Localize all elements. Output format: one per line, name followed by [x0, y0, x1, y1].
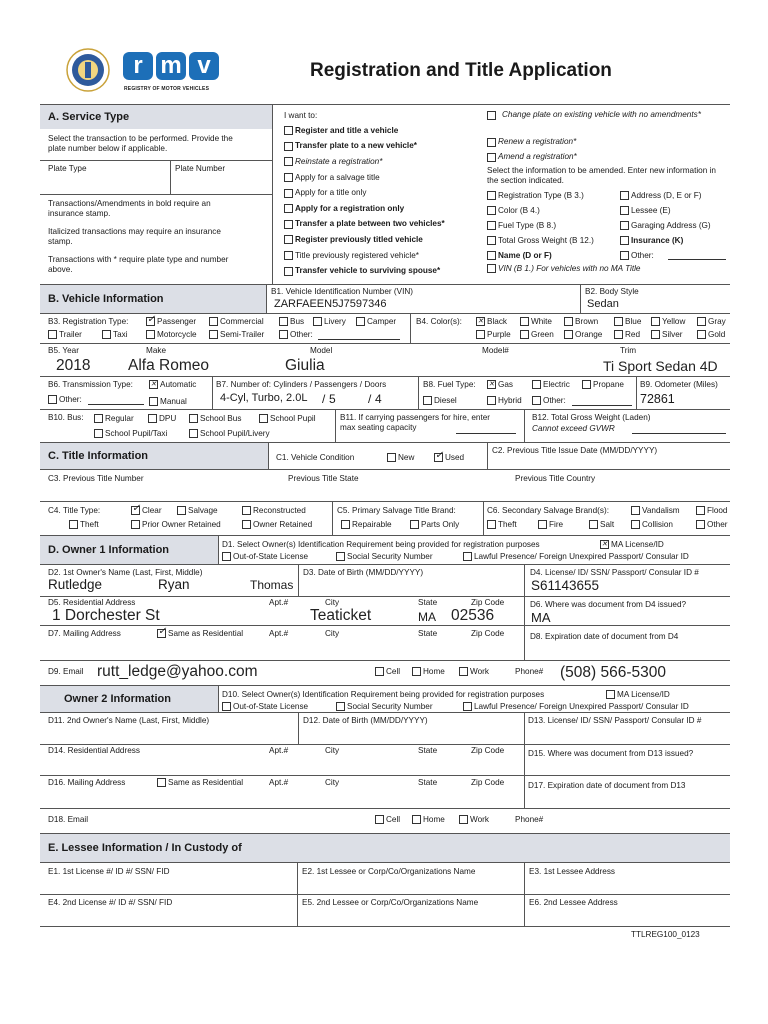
bus-regular[interactable]: Regular — [94, 414, 134, 423]
res-state-value[interactable]: MA — [418, 610, 436, 624]
form-code: TTLREG100_0123 — [631, 930, 700, 939]
o2-id-out-of-state[interactable]: Out-of-State License — [222, 702, 308, 711]
trim-value[interactable]: Ti Sport Sedan 4D — [603, 358, 718, 374]
odometer-value[interactable]: 72861 — [640, 392, 675, 406]
title-reconstructed[interactable]: Reconstructed — [242, 506, 306, 515]
plate-number-label: Plate Number — [175, 164, 226, 173]
slash-1: / — [322, 392, 326, 406]
doc-issued-value[interactable]: MA — [531, 610, 551, 625]
passengers-value[interactable]: 5 — [329, 392, 336, 406]
option-registration-only[interactable]: Apply for a registration only — [284, 201, 484, 217]
reg-motorcycle[interactable]: Motorcycle — [146, 330, 197, 339]
vin-value[interactable]: ZARFAEEN5J7597346 — [274, 298, 387, 310]
section-e-title: E. Lessee Information / In Custody of — [48, 842, 242, 854]
body-style-value[interactable]: Sedan — [587, 298, 619, 310]
plate-required-note: Transactions with * require plate type and number above. — [48, 255, 229, 274]
owner2-doc-exp-label: D17. Expiration date of document from D13 — [528, 781, 686, 790]
reg-trailer[interactable]: Trailer — [48, 330, 82, 339]
brand-salt[interactable]: Salt — [589, 520, 614, 529]
owner1-first[interactable]: Ryan — [158, 577, 190, 592]
o2-phone-work[interactable]: Work — [459, 815, 489, 824]
page-title: Registration and Title Application — [310, 60, 612, 81]
o2-mail-state: State — [418, 778, 438, 787]
owner1-license-value[interactable]: S61143655 — [531, 578, 600, 593]
brand-fire[interactable]: Fire — [538, 520, 563, 529]
amend-name[interactable]: Name (D or F) — [487, 251, 552, 260]
res-zip-value[interactable]: 02536 — [451, 607, 495, 624]
fuel-electric[interactable]: Electric — [532, 380, 570, 389]
slash-2: / — [368, 392, 372, 406]
phone-home[interactable]: Home — [412, 667, 445, 676]
model-value[interactable]: Giulia — [285, 357, 325, 374]
prev-title-number-label: C3. Previous Title Number — [48, 474, 144, 483]
email-value[interactable]: rutt_ledge@yahoo.com — [97, 663, 258, 680]
o2-same-as-residential[interactable]: Same as Residential — [157, 778, 243, 787]
body-style-label: B2. Body Style — [585, 287, 639, 296]
o2-res-state: State — [418, 746, 438, 755]
option-transfer-plate-new[interactable]: Transfer plate to a new vehicle* — [284, 139, 484, 155]
make-value[interactable]: Alfa Romeo — [128, 357, 209, 374]
reg-camper[interactable]: Camper — [356, 317, 396, 326]
owner2-doc-issued-label: D15. Where was document from D13 issued? — [528, 749, 694, 758]
amend-insurance[interactable]: Insurance (K) — [620, 236, 683, 245]
o2-phone-cell[interactable]: Cell — [375, 815, 400, 824]
amend-other[interactable]: Other: — [620, 251, 654, 260]
modelnum-label: Model# — [482, 346, 509, 355]
o2-phone-home[interactable]: Home — [412, 815, 445, 824]
reg-livery[interactable]: Livery — [313, 317, 346, 326]
phone-label: Phone# — [515, 667, 544, 676]
phone-work[interactable]: Work — [459, 667, 489, 676]
trans-other[interactable]: Other: — [48, 395, 82, 404]
plate-type-label: Plate Type — [48, 164, 87, 173]
service-options-left — [284, 123, 484, 279]
brand-other[interactable]: Other — [696, 520, 727, 529]
color-label: B4. Color(s): — [416, 317, 462, 326]
o2-id-lawful-presence[interactable]: Lawful Presence/ Foreign Unexpired Passport/ Consular ID — [463, 702, 689, 711]
seating-label: B11. If carrying passengers for hire, enter max seating capacity — [340, 413, 491, 432]
amend-garaging[interactable]: Garaging Address (G) — [620, 221, 711, 230]
bus-dpu[interactable]: DPU — [148, 414, 176, 423]
color-white[interactable]: White — [520, 317, 552, 326]
title-clear[interactable]: ✓ Clear — [131, 506, 162, 515]
lessee2-license-label: E4. 2nd License #/ ID #/ SSN/ FID — [48, 898, 173, 907]
rmv-logo — [123, 52, 219, 80]
brand-theft[interactable]: Theft — [487, 520, 517, 529]
title-type-label: C4. Title Type: — [48, 506, 101, 515]
o2-mail-apt: Apt.# — [269, 778, 289, 787]
reg-bus[interactable]: Bus — [279, 317, 304, 326]
option-salvage-title[interactable]: Apply for a salvage title — [284, 170, 484, 186]
section-c-title: C. Title Information — [48, 450, 149, 462]
insurance-note-bold: Transactions/Amendments in bold require an insurance stamp. — [48, 199, 211, 218]
secondary-brand-label: C6. Secondary Salvage Brand(s): — [487, 506, 609, 515]
o2-res-city: City — [325, 746, 340, 755]
o2-res-zip: Zip Code — [471, 746, 505, 755]
logo-letter-r: r — [123, 52, 153, 80]
section-e-header — [40, 834, 730, 862]
option-register-title[interactable]: Register and title a vehicle — [284, 123, 484, 139]
change-plate-label: Change plate on existing vehicle with no amendments* — [502, 110, 701, 119]
color-gray[interactable]: Gray — [697, 317, 726, 326]
color-red[interactable]: Red — [614, 330, 640, 339]
res-zip-label: Zip Code — [471, 598, 505, 607]
reg-passenger[interactable]: ✓ Passenger — [146, 317, 196, 326]
o2-mail-city: City — [325, 778, 340, 787]
res-address-label: D5. Residential Address — [48, 598, 136, 607]
amend-vin[interactable]: VIN (B 1.) For vehicles with no MA Title — [487, 264, 641, 273]
owner2-license-label: D13. License/ ID/ SSN/ Passport/ Consular ID # — [528, 716, 702, 725]
section-b-header — [40, 285, 266, 313]
prev-title-country-label: Previous Title Country — [515, 474, 596, 483]
section-a-header — [40, 105, 272, 129]
fuel-gas[interactable]: ✕ Gas — [487, 380, 513, 389]
owner1-license-label: D4. License/ ID/ SSN/ Passport/ Consular ID # — [530, 568, 699, 577]
condition-label: C1. Vehicle Condition — [276, 453, 355, 462]
color-gold[interactable]: Gold — [697, 330, 725, 339]
section-c-header — [40, 443, 268, 469]
make-label: Make — [146, 346, 167, 355]
phone-value[interactable]: (508) 566-5300 — [560, 664, 666, 681]
trans-manual[interactable]: Manual — [149, 397, 187, 406]
gross-weight-label: B12. Total Gross Weight (Laden) — [532, 413, 651, 422]
cylinders-label: B7. Number of: Cylinders / Passengers / Doors — [216, 380, 387, 389]
color-silver[interactable]: Silver — [651, 330, 682, 339]
amend-lessee[interactable]: Lessee (E) — [620, 206, 671, 215]
lessee1-address-label: E3. 1st Lessee Address — [529, 867, 616, 876]
res-city-value[interactable]: Teaticket — [310, 607, 372, 624]
cylinders-value[interactable]: 4-Cyl, Turbo, 2.0L — [220, 392, 308, 404]
owner2-header — [40, 686, 218, 712]
res-apt-label: Apt.# — [269, 598, 289, 607]
fuel-propane[interactable]: Propane — [582, 380, 624, 389]
amend-color[interactable]: Color (B 4.) — [487, 206, 540, 215]
section-d-title: D. Owner 1 Information — [48, 544, 170, 556]
brand-vandalism[interactable]: Vandalism — [631, 506, 680, 515]
reg-commercial[interactable]: Commercial — [209, 317, 264, 326]
id-ma-license[interactable]: ✕ MA License/ID — [600, 540, 664, 549]
doors-value[interactable]: 4 — [375, 392, 382, 406]
lessee1-name-label: E2. 1st Lessee or Corp/Co/Organizations Name — [302, 867, 476, 876]
option-title-prev-registered[interactable]: Title previously registered vehicle* — [284, 248, 484, 264]
doc-issued-label: D6. Where was document from D4 issued? — [530, 600, 687, 609]
lessee1-license-label: E1. 1st License #/ ID #/ SSN/ FID — [48, 867, 170, 876]
owner2-id-req-label: D10. Select Owner(s) Identification Requirement being provided for registration purposes — [222, 690, 545, 699]
owner1-dob-label: D3. Date of Birth (MM/DD/YYYY) — [303, 568, 424, 577]
doc-expiration-label: D8. Expiration date of document from D4 — [530, 632, 679, 641]
reg-other[interactable]: Other: — [279, 330, 313, 339]
mail-apt-label: Apt.# — [269, 629, 289, 638]
fuel-other[interactable]: Other: — [532, 396, 566, 405]
year-label: B5. Year — [48, 346, 79, 355]
color-orange[interactable]: Orange — [564, 330, 602, 339]
owner2-res-label: D14. Residential Address — [48, 746, 140, 755]
color-blue[interactable]: Blue — [614, 317, 641, 326]
trim-label: Trim — [620, 346, 637, 355]
color-brown[interactable]: Brown — [564, 317, 598, 326]
res-street-value[interactable]: 1 Dorchester St — [52, 607, 160, 624]
title-owner-retained[interactable]: Owner Retained — [242, 520, 312, 529]
option-reinstate[interactable]: Reinstate a registration* — [284, 154, 484, 170]
owner2-email-label: D18. Email — [48, 815, 89, 824]
color-purple[interactable]: Purple — [476, 330, 511, 339]
trans-automatic[interactable]: ✕ Automatic — [149, 380, 196, 389]
gross-weight-note: Cannot exceed GVWR — [532, 424, 615, 433]
logo-letter-m: m — [156, 52, 186, 80]
insurance-note-italic: Italicized transactions may require an insurance stamp. — [48, 227, 221, 246]
logo-letter-v: v — [189, 52, 219, 80]
fuel-diesel[interactable]: Diesel — [423, 396, 457, 405]
id-lawful-presence[interactable]: Lawful Presence/ Foreign Unexpired Passport/ Consular ID — [463, 552, 689, 561]
phone-cell[interactable]: Cell — [375, 667, 400, 676]
same-as-residential[interactable]: ✓ Same as Residential — [157, 629, 243, 638]
lessee2-address-label: E6. 2nd Lessee Address — [529, 898, 618, 907]
fuel-hybrid[interactable]: Hybrid — [487, 396, 522, 405]
bus-pupil-taxi[interactable]: School Pupil/Taxi — [94, 429, 167, 438]
owner2-mailing-label: D16. Mailing Address — [48, 778, 126, 787]
model-label: Model — [310, 346, 333, 355]
primary-brand-label: C5. Primary Salvage Title Brand: — [337, 506, 456, 515]
amend-address[interactable]: Address (D, E or F) — [620, 191, 702, 200]
prev-title-date-label: C2. Previous Title Issue Date (MM/DD/YYYY) — [492, 446, 658, 455]
bus-school[interactable]: School Bus — [189, 414, 241, 423]
owner-id-req-label: D1. Select Owner(s) Identification Requirement being provided for registration purposes — [222, 540, 540, 549]
id-ssn[interactable]: Social Security Number — [336, 552, 433, 561]
email-label: D9. Email — [48, 667, 84, 676]
amend-weight[interactable]: Total Gross Weight (B 12.) — [487, 236, 594, 245]
id-out-of-state[interactable]: Out-of-State License — [222, 552, 308, 561]
title-prior-owner[interactable]: Prior Owner Retained — [131, 520, 221, 529]
mailing-label: D7. Mailing Address — [48, 629, 121, 638]
color-yellow[interactable]: Yellow — [651, 317, 685, 326]
reg-type-label: B3. Registration Type: — [48, 317, 129, 326]
title-salvage[interactable]: Salvage — [177, 506, 218, 515]
brand-collision[interactable]: Collision — [631, 520, 673, 529]
service-instructions: Select the transaction to be performed. Provide the plate number below if applicable. — [48, 134, 233, 153]
mail-zip-label: Zip Code — [471, 629, 505, 638]
condition-used[interactable]: ✓ Used — [434, 453, 464, 462]
option-transfer-between[interactable]: Transfer a plate between two vehicles* — [284, 217, 484, 233]
owner2-name-label: D11. 2nd Owner's Name (Last, First, Middle) — [48, 716, 210, 725]
owner1-name-label: D2. 1st Owner's Name (Last, First, Middle) — [48, 568, 203, 577]
owner2-title: Owner 2 Information — [64, 693, 171, 705]
amend-reg-type[interactable]: Registration Type (B 3.) — [487, 191, 584, 200]
i-want-to-label: I want to: — [284, 111, 318, 120]
o2-phone-label: Phone# — [515, 815, 544, 824]
condition-new[interactable]: New — [387, 453, 414, 462]
transmission-label: B6. Transmission Type: — [48, 380, 133, 389]
fuel-label: B8. Fuel Type: — [423, 380, 476, 389]
vin-label: B1. Vehicle Identification Number (VIN) — [271, 287, 413, 296]
color-black[interactable]: ✕ Black — [476, 317, 507, 326]
year-value[interactable]: 2018 — [56, 357, 91, 374]
o2-id-ssn[interactable]: Social Security Number — [336, 702, 433, 711]
lessee2-name-label: E5. 2nd Lessee or Corp/Co/Organizations Name — [302, 898, 479, 907]
mail-city-label: City — [325, 629, 340, 638]
ma-seal-icon — [66, 48, 110, 92]
change-plate-checkbox[interactable] — [487, 111, 496, 120]
logo-caption: REGISTRY OF MOTOR VEHICLES — [124, 86, 210, 92]
owner2-dob-label: D12. Date of Birth (MM/DD/YYYY) — [303, 716, 428, 725]
mail-state-label: State — [418, 629, 438, 638]
bus-pupil-livery[interactable]: School Pupil/Livery — [189, 429, 270, 438]
owner1-middle[interactable]: Thomas — [250, 578, 294, 592]
section-d-header — [40, 536, 218, 564]
reg-taxi[interactable]: Taxi — [102, 330, 128, 339]
section-b-title: B. Vehicle Information — [48, 293, 164, 305]
renew-option[interactable]: Renew a registration* — [487, 137, 576, 147]
option-register-prev-titled[interactable]: Register previously titled vehicle — [284, 232, 484, 248]
title-theft[interactable]: Theft — [69, 520, 99, 529]
option-surviving-spouse[interactable]: Transfer vehicle to surviving spouse* — [284, 263, 484, 279]
o2-id-ma-license[interactable]: MA License/ID — [606, 690, 670, 699]
color-green[interactable]: Green — [520, 330, 554, 339]
section-a-title: A. Service Type — [48, 111, 130, 123]
amend-fuel[interactable]: Fuel Type (B 8.) — [487, 221, 556, 230]
brand-repairable[interactable]: Repairable — [341, 520, 392, 529]
option-title-only[interactable]: Apply for a title only — [284, 185, 484, 201]
owner1-last[interactable]: Rutledge — [48, 577, 103, 592]
bus-label: B10. Bus: — [48, 413, 84, 422]
res-city-label: City — [325, 598, 340, 607]
amend-option[interactable]: Amend a registration* — [487, 152, 577, 162]
o2-mail-zip: Zip Code — [471, 778, 505, 787]
brand-parts-only[interactable]: Parts Only — [410, 520, 459, 529]
reg-semi-trailer[interactable]: Semi-Trailer — [209, 330, 264, 339]
res-state-label: State — [418, 598, 438, 607]
prev-title-state-label: Previous Title State — [288, 474, 359, 483]
odometer-label: B9. Odometer (Miles) — [640, 380, 718, 389]
brand-flood[interactable]: Flood — [696, 506, 727, 515]
amend-instructions: Select the information to be amended. Enter new information in the section indicated. — [487, 166, 716, 185]
bus-school-pupil[interactable]: School Pupil — [259, 414, 316, 423]
o2-res-apt: Apt.# — [269, 746, 289, 755]
